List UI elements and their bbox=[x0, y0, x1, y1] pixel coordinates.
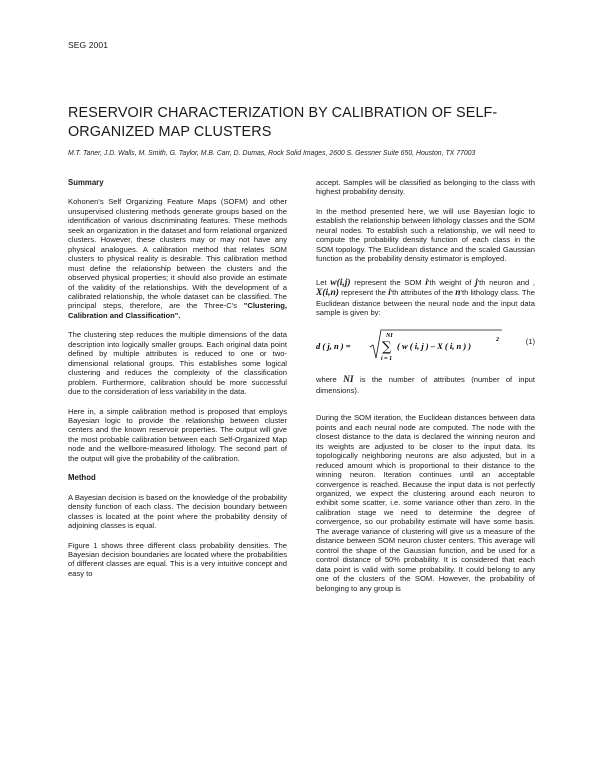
weight-symbol: w(i,j) bbox=[330, 277, 351, 288]
right-paragraph-1: accept. Samples will be classified as belonging to the class with highest probability density. bbox=[316, 178, 535, 197]
equation-lhs: d ( j, n ) = bbox=[316, 341, 351, 352]
index-symbol-j: j bbox=[475, 277, 478, 288]
text-fragment: represent the bbox=[338, 288, 389, 298]
equation-graphic bbox=[316, 327, 516, 367]
right-paragraph-2: In the method presented here, we will use Bayesian logic to establish the relationship between lithology classes and the SOM neural nodes. To establish such a relationship, we will need to compute the probability density function of each class in the SOM topology. The Euclidean distance and the scaled Gaussian function as the probability density estimator is employed. bbox=[316, 206, 535, 264]
equation-body: ( w ( i, j ) – X ( i, n ) ) bbox=[397, 341, 472, 352]
right-paragraph-5: During the SOM iteration, the Euclidean distances between data points and each neural node are computed. The node with the closest distance to the data is declared the winning neuron and its weights are adjusted to be closer to the input data. Its topologically neighboring neurons are also adjusted, but in a reduced amount which is proportional to their distance to the winning neuron. Iteration continues until an acceptable convergence is reached. Because the input data is not perfectly organized, we expect the clustering around each neuron to exhibit some scatter, i.e. some variance other than zero. In the calibration stage we need to determine the degree of convergence, so our probability estimate will have some basis. The average variance of clustering will give us a measure of the distance between SOM neuron cluster centers. This average will control the shape of the Gaussian function, and be used for a control distance of 50% probability. It is considered that each data point is valid with some probability. It could belong to any one of the clusters of the SOM. However, the probability of belonging to any group is bbox=[316, 413, 535, 593]
index-symbol-i: i bbox=[425, 277, 428, 288]
text-fragment: 'th lithology class. The Euclidean distance between the neural node and the input data sample is given by: bbox=[316, 288, 535, 317]
sum-upper-limit: NI bbox=[386, 333, 393, 340]
summary-paragraph-2: The clustering step reduces the multiple dimensions of the data description into logically smaller groups. Each original data point defined by multiple attributes is reduced to one or two-dimensional relational groups. This establishes some logical clustering and reduces the complexity of the classification problem. Furthermore, calibration should be more successful due to the consideration of less variability in the data. bbox=[68, 330, 287, 397]
right-column bbox=[316, 178, 535, 603]
running-header: SEG 2001 bbox=[68, 40, 109, 50]
author-line: M.T. Taner, J.D. Walls, M. Smith, G. Taylor, M.B. Carr, D. Dumas, Rock Solid Images, 2600 S. Gessner Suite 650, Houston, TX 77003 bbox=[68, 150, 476, 157]
index-symbol-i: i bbox=[388, 288, 391, 299]
text-fragment: is the number of attributes (number of input dimensions). bbox=[316, 375, 536, 395]
ni-symbol: NI bbox=[343, 375, 354, 386]
equation-power: 2 bbox=[496, 337, 499, 344]
text-fragment: 'th neuron and , bbox=[477, 277, 535, 287]
paper-title: RESERVOIR CHARACTERIZATION BY CALIBRATION OF SELF-ORGANIZED MAP CLUSTERS bbox=[68, 105, 498, 140]
summary-paragraph-1-text: Kohonen's Self Organizing Feature Maps (SOFM) and other unsupervised clustering methods generate groups based on the identification of various discriminating features. These methods seek an organization in the dataset and form relational organized clusters. However, these clusters may or may not have any physical analogues. A calibration method that relates SOM clusters to physical reality is desirable. This calibration method must define the relationship between the clusters and the observed physical properties; it should also provide an estimate of the validity of the relationships. With the development of a calibrated relationship, the whole dataset can be classified. The principal steps, therefore, are the Three-C's bbox=[68, 197, 287, 311]
method-paragraph-1: A Bayesian decision is based on the knowledge of the probability density function of each class. The decision boundary between classes is located at the point where the probability density of adjoining classes is equal. bbox=[68, 492, 287, 531]
text-fragment: where bbox=[316, 375, 344, 385]
right-paragraph-4 bbox=[316, 375, 535, 395]
summary-paragraph-1 bbox=[68, 197, 287, 320]
text-fragment: Let bbox=[316, 277, 331, 287]
three-c-phrase: "Clustering, Calibration and Classification". bbox=[68, 301, 287, 320]
left-column bbox=[68, 178, 287, 588]
right-paragraph-3 bbox=[316, 278, 535, 318]
summary-paragraph-3: Here in, a simple calibration method is proposed that employs Bayesian logic to provide the relationship between cluster centers and the known reservoir properties. The output will give the most probable calibration between each Self-Organized Map node and the wellbore-measured lithology. The second part of the output will give the probability of the calibration. bbox=[68, 406, 287, 463]
equation-1 bbox=[316, 327, 535, 367]
equation-number: (1) bbox=[525, 337, 535, 347]
method-paragraph-2: Figure 1 shows three different class probability densities. The Bayesian decision boundaries are located where the probabilities of different classes are equal. This is a very intuitive concept and easy to bbox=[68, 540, 287, 578]
summary-heading: Summary bbox=[68, 178, 104, 187]
method-heading: Method bbox=[68, 473, 96, 483]
sum-lower-limit: i = 1 bbox=[381, 356, 393, 363]
index-symbol-n: n bbox=[455, 288, 461, 299]
text-fragment: 'th attributes of the bbox=[390, 288, 456, 298]
summation-sign: ∑ bbox=[382, 340, 392, 356]
attribute-symbol: X(i,n) bbox=[316, 288, 339, 299]
text-fragment: 'th weight of bbox=[427, 277, 476, 287]
text-fragment: represent the SOM bbox=[350, 277, 426, 287]
